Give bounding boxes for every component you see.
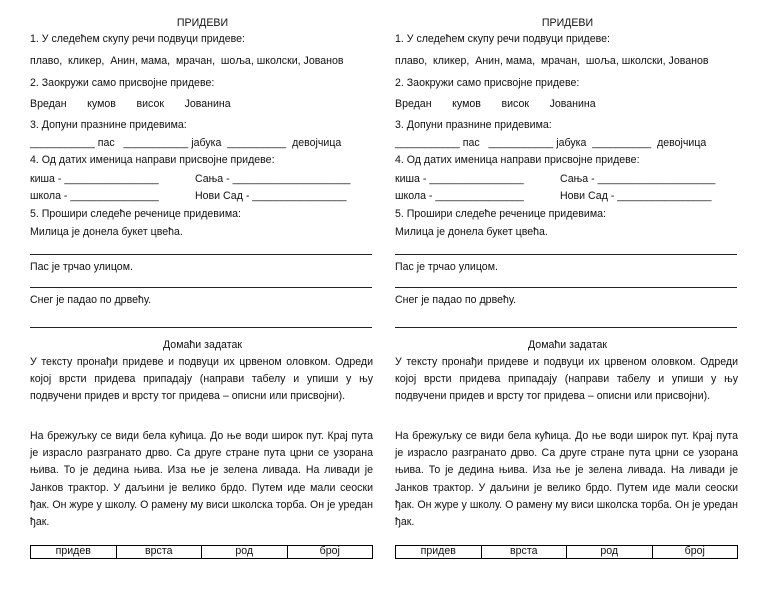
q3-instruction: 3. Допуни празнине придевима: bbox=[395, 119, 552, 131]
answer-table bbox=[395, 545, 738, 559]
q3-instruction: 3. Допуни празнине придевима: bbox=[30, 119, 187, 131]
q2-instruction: 2. Заокружи само присвојне придеве: bbox=[30, 77, 215, 89]
q2-instruction: 2. Заокружи само присвојне придеве: bbox=[395, 77, 580, 89]
table-header-number: број bbox=[287, 546, 373, 559]
q5-instruction: 5. Прошири следеће реченице придевима: bbox=[30, 208, 241, 220]
q4-row1-b: Сања - ____________________ bbox=[195, 173, 351, 185]
table-header-type: врста bbox=[116, 546, 202, 559]
q4-row1-a: киша - ________________ bbox=[395, 173, 524, 185]
answer-line-2 bbox=[30, 287, 372, 288]
homework-task: У тексту пронађи придеве и подвуци их црвеном оловком. Одреди којој врсти придева припадају (направи табелу и упиши у њу подвучени придев и врсту тог придева – описни или присвојни). bbox=[395, 356, 738, 403]
q4-row1-a: киша - ________________ bbox=[30, 173, 159, 185]
q4-row1-b: Сања - ____________________ bbox=[560, 173, 716, 185]
q4-instruction: 4. Од датих именица направи присвојне придеве: bbox=[395, 154, 640, 166]
table-header-adjective: придев bbox=[31, 546, 117, 559]
q4-row2-a: школа - _______________ bbox=[395, 190, 524, 202]
answer-line-3 bbox=[395, 327, 737, 328]
table-header-gender: род bbox=[567, 546, 653, 559]
answer-table bbox=[30, 545, 373, 559]
table-header-type: врста bbox=[481, 546, 567, 559]
q3-line: ___________ пас ___________ јабука __________ девојчица bbox=[30, 137, 342, 149]
q5-instruction: 5. Прошири следеће реченице придевима: bbox=[395, 208, 606, 220]
q4-row2-b: Нови Сад - ________________ bbox=[560, 190, 712, 202]
homework-title: Домаћи задатак bbox=[163, 339, 242, 351]
q4-row2-b: Нови Сад - ________________ bbox=[195, 190, 347, 202]
q1-instruction: 1. У следећем скупу речи подвуци придеве: bbox=[30, 33, 245, 45]
table-header-adjective: придев bbox=[396, 546, 482, 559]
q5-sentence-3: Снег је падао по дрвећу. bbox=[395, 294, 517, 306]
q5-sentence-3: Снег је падао по дрвећу. bbox=[30, 294, 152, 306]
worksheet-title: ПРИДЕВИ bbox=[176, 17, 229, 29]
answer-line-1 bbox=[395, 254, 737, 255]
answer-line-2 bbox=[395, 287, 737, 288]
homework-title: Домаћи задатак bbox=[528, 339, 607, 351]
homework-text: На брежуљку се види бела кућица. До ње води широк пут. Крај пута је израсло разгранато дрво. Са друге стране пута црни се узорана њива. То је дедина њива. Иза ње је зелена ливада. На ливади је Јанков трактор. У даљини је велико брдо. Путем иде мали сеоски ђак. Он журе у школу. О рамену му виси школска торба. Он је уредан ђак. bbox=[395, 430, 738, 529]
q5-sentence-1: Милица је донела букет цвећа. bbox=[395, 226, 548, 238]
worksheet-title: ПРИДЕВИ bbox=[541, 17, 594, 29]
q1-words: плаво, кликер, Анин, мама, мрачан, шоља, школски, Јованов bbox=[30, 55, 344, 67]
q4-instruction: 4. Од датих именица направи присвојне придеве: bbox=[30, 154, 275, 166]
q1-instruction: 1. У следећем скупу речи подвуци придеве: bbox=[395, 33, 610, 45]
q5-sentence-2: Пас је трчао улицом. bbox=[30, 261, 133, 273]
q5-sentence-1: Милица је донела букет цвећа. bbox=[30, 226, 183, 238]
q4-row2-a: школа - _______________ bbox=[30, 190, 159, 202]
table-header-number: број bbox=[652, 546, 738, 559]
q3-line: ___________ пас ___________ јабука __________ девојчица bbox=[395, 137, 707, 149]
q2-words: Вредан кумов висок Јованина bbox=[30, 98, 231, 110]
answer-line-3 bbox=[30, 327, 372, 328]
homework-text: На брежуљку се види бела кућица. До ње води широк пут. Крај пута је израсло разгранато дрво. Са друге стране пута црни се узорана њива. То је дедина њива. Иза ње је зелена ливада. На ливади је Јанков трактор. У даљини је велико брдо. Путем иде мали сеоски ђак. Он журе у школу. О рамену му виси школска торба. Он је уредан ђак. bbox=[30, 430, 373, 529]
q1-words: плаво, кликер, Анин, мама, мрачан, шоља, школски, Јованов bbox=[395, 55, 709, 67]
homework-task: У тексту пронађи придеве и подвуци их црвеном оловком. Одреди којој врсти придева припадају (направи табелу и упиши у њу подвучени придев и врсту тог придева – описни или присвојни). bbox=[30, 356, 373, 403]
q5-sentence-2: Пас је трчао улицом. bbox=[395, 261, 498, 273]
answer-line-1 bbox=[30, 254, 372, 255]
table-header-gender: род bbox=[202, 546, 288, 559]
q2-words: Вредан кумов висок Јованина bbox=[395, 98, 596, 110]
